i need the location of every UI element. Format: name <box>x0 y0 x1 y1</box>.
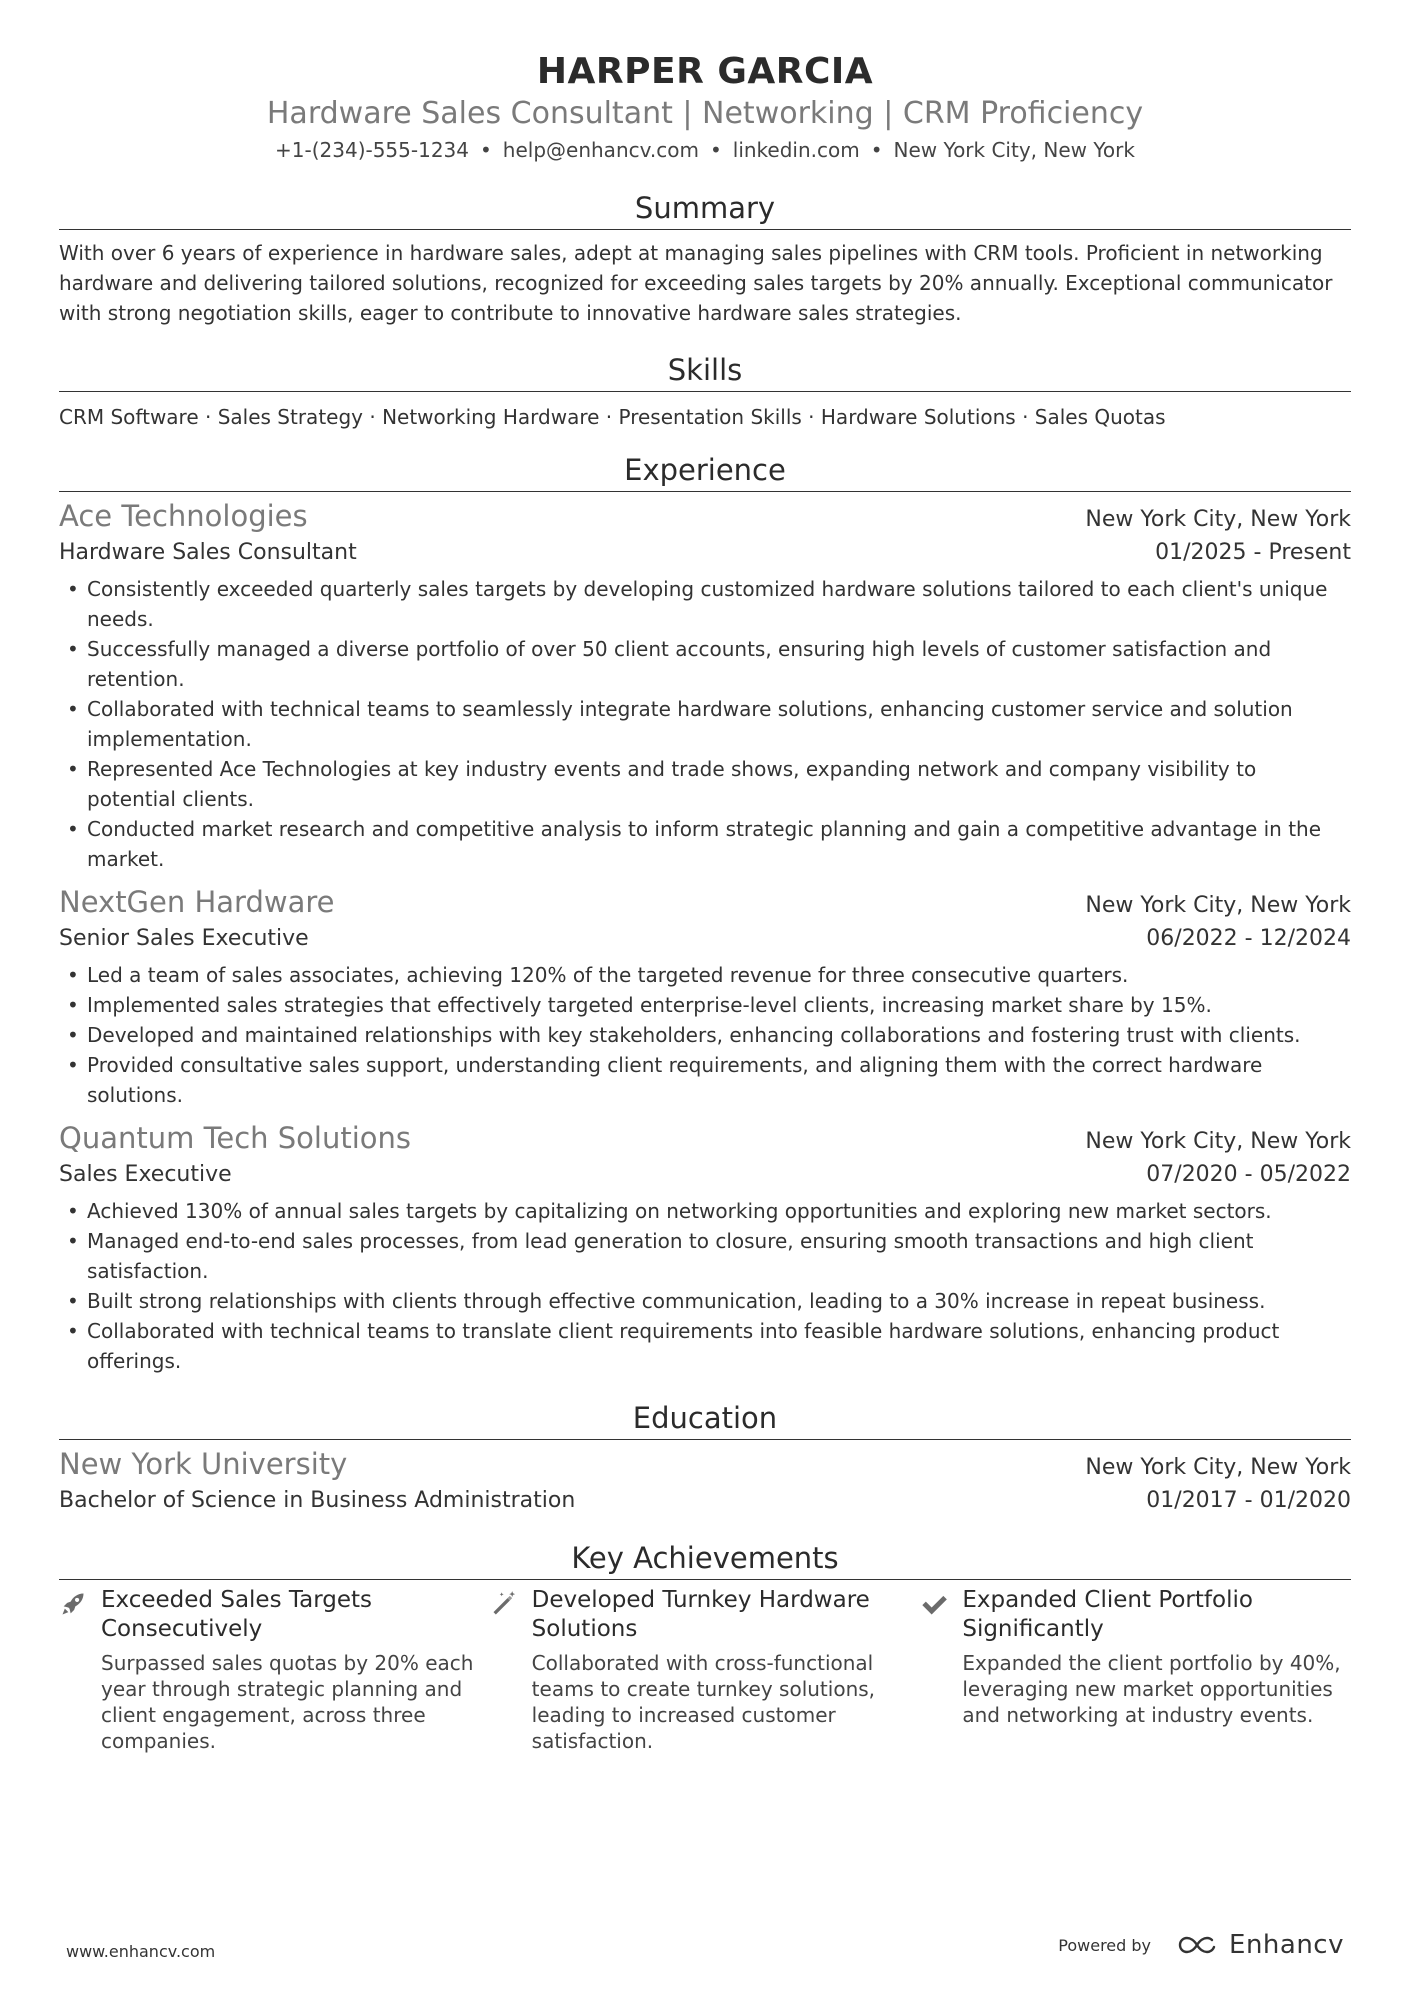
achievement-title: Developed Turnkey Hardware Solutions <box>531 1587 870 1642</box>
enhancv-logo-icon <box>1177 1933 1221 1957</box>
job-dates: 06/2022 - 12/2024 <box>1146 926 1351 951</box>
job-header-row <box>59 884 1351 922</box>
achievement-description: Surpassed sales quotas by 20% each year through strategic planning and client engagement, across three companies. <box>101 1651 474 1753</box>
separator-dot: • <box>709 138 722 162</box>
bullet-item: • Achieved 130% of annual sales targets by capitalizing on networking opportunities and exploring new market sectors. <box>59 1196 1351 1226</box>
education-header-row <box>59 1446 1351 1484</box>
job-bullets <box>59 960 1351 1110</box>
bullet-item: • Consistently exceeded quarterly sales targets by developing customized hardware solutions tailored to each client's unique needs. <box>59 574 1351 634</box>
bullet-item: • Conducted market research and competitive analysis to inform strategic planning and gain a competitive advantage in the market. <box>59 814 1351 874</box>
achievements-heading: Key Achievements <box>59 1538 1351 1580</box>
job-entry <box>59 1120 1351 1376</box>
bullet-item: • Implemented sales strategies that effectively targeted enterprise-level clients, increasing market share by 15%. <box>59 990 1351 1020</box>
education-section <box>59 1398 1351 1518</box>
company-name: NextGen Hardware <box>59 885 335 919</box>
job-header-row <box>59 1120 1351 1158</box>
checkmark-icon <box>920 1586 962 1754</box>
job-title: Senior Sales Executive <box>59 926 309 951</box>
job-location: New York City, New York <box>1085 1129 1351 1154</box>
separator-dot: • <box>480 138 492 162</box>
school-name: New York University <box>59 1447 348 1481</box>
location-text: New York City, New York <box>893 138 1135 162</box>
bullet-item: • Successfully managed a diverse portfolio of over 50 client accounts, ensuring high levels of customer satisfaction and retention. <box>59 634 1351 694</box>
achievement-text <box>962 1586 1351 1754</box>
job-header-row <box>59 498 1351 536</box>
rocket-icon-svg <box>59 1590 87 1618</box>
job-role-row <box>59 1158 1351 1192</box>
job-entry <box>59 498 1351 874</box>
bullet-item: • Led a team of sales associates, achieving 120% of the targeted revenue for three consecutive quarters. <box>59 960 1351 990</box>
education-dates: 01/2017 - 01/2020 <box>1146 1488 1351 1513</box>
contact-line <box>59 136 1351 164</box>
powered-by-label: Powered by <box>1058 1935 1152 1955</box>
summary-heading: Summary <box>59 188 1351 230</box>
bullet-item: • Managed end-to-end sales processes, from lead generation to closure, ensuring smooth transactions and high client satisfaction. <box>59 1226 1351 1286</box>
summary-text: With over 6 years of experience in hardware sales, adept at managing sales pipelines with CRM tools. Proficient in networking hardware and delivering tailored solutions, recognized for exceeding sales targets by 20% annually. Exceptional communicator with strong negotiation skills, eager to contribute to innovative hardware sales strategies. <box>59 241 1333 325</box>
job-location: New York City, New York <box>1085 893 1351 918</box>
achievement-item <box>59 1586 490 1754</box>
job-role-row <box>59 536 1351 570</box>
achievement-text <box>101 1586 490 1754</box>
school-location: New York City, New York <box>1085 1455 1351 1480</box>
bullet-item: • Represented Ace Technologies at key industry events and trade shows, expanding network and company visibility to potential clients. <box>59 754 1351 814</box>
candidate-name: HARPER GARCIA <box>536 51 874 92</box>
linkedin-link[interactable]: linkedin.com <box>732 138 860 162</box>
achievement-item <box>920 1586 1351 1754</box>
achievement-description: Collaborated with cross-functional teams to create turnkey solutions, leading to increased customer satisfaction. <box>531 1651 876 1753</box>
skills-heading: Skills <box>59 350 1351 392</box>
experience-section <box>59 450 1351 1376</box>
separator-dot: • <box>870 138 883 162</box>
education-entry <box>59 1446 1351 1518</box>
achievement-item <box>490 1586 921 1754</box>
skills-section <box>59 350 1351 432</box>
checkmark-icon-svg <box>920 1590 948 1618</box>
bullet-item: • Collaborated with technical teams to seamlessly integrate hardware solutions, enhancing customer service and solution implementation. <box>59 694 1351 754</box>
job-title: Hardware Sales Consultant <box>59 540 357 565</box>
phone-number: +1-(234)-555-1234 <box>275 138 469 162</box>
enhancv-brand-name: Enhancv <box>1229 1930 1344 1960</box>
job-dates: 07/2020 - 05/2022 <box>1146 1162 1351 1187</box>
job-dates: 01/2025 - Present <box>1155 540 1351 565</box>
job-location: New York City, New York <box>1085 507 1351 532</box>
degree-name: Bachelor of Science in Business Administration <box>59 1488 576 1513</box>
skills-list: CRM Software · Sales Strategy · Networking Hardware · Presentation Skills · Hardware Solutions · Sales Quotas <box>59 405 1166 429</box>
job-title: Sales Executive <box>59 1162 232 1187</box>
company-name: Ace Technologies <box>59 499 308 533</box>
achievements-section <box>59 1538 1351 1754</box>
achievement-description: Expanded the client portfolio by 40%, leveraging new market opportunities and networking at industry events. <box>962 1651 1341 1727</box>
achievement-title: Exceeded Sales Targets Consecutively <box>101 1587 373 1642</box>
magic-wand-icon <box>490 1586 532 1754</box>
company-name: Quantum Tech Solutions <box>59 1121 411 1155</box>
bullet-item: • Developed and maintained relationships with key stakeholders, enhancing collaborations and fostering trust with clients. <box>59 1020 1351 1050</box>
magic-wand-icon-svg <box>490 1590 518 1618</box>
job-role-row <box>59 922 1351 956</box>
email-link[interactable]: help@enhancv.com <box>502 138 699 162</box>
achievements-grid <box>59 1586 1351 1754</box>
job-entry <box>59 884 1351 1110</box>
job-bullets <box>59 574 1351 874</box>
candidate-headline: Hardware Sales Consultant | Networking | CRM Proficiency <box>266 96 1144 131</box>
experience-heading: Experience <box>59 450 1351 492</box>
bullet-item: • Collaborated with technical teams to translate client requirements into feasible hardware solutions, enhancing product offerings. <box>59 1316 1351 1376</box>
achievement-title: Expanded Client Portfolio Significantly <box>962 1587 1253 1642</box>
achievement-text <box>532 1586 921 1754</box>
bullet-item: • Provided consultative sales support, understanding client requirements, and aligning them with the correct hardware solutions. <box>59 1050 1351 1110</box>
summary-section <box>59 188 1351 328</box>
education-degree-row <box>59 1484 1351 1518</box>
rocket-icon <box>59 1586 101 1754</box>
footer-branding <box>1058 1930 1344 1960</box>
resume-header <box>59 0 1351 164</box>
job-bullets <box>59 1196 1351 1376</box>
footer-website-link[interactable]: www.enhancv.com <box>66 1942 216 1961</box>
education-heading: Education <box>59 1398 1351 1440</box>
bullet-item: • Built strong relationships with clients through effective communication, leading to a 30% increase in repeat business. <box>59 1286 1351 1316</box>
